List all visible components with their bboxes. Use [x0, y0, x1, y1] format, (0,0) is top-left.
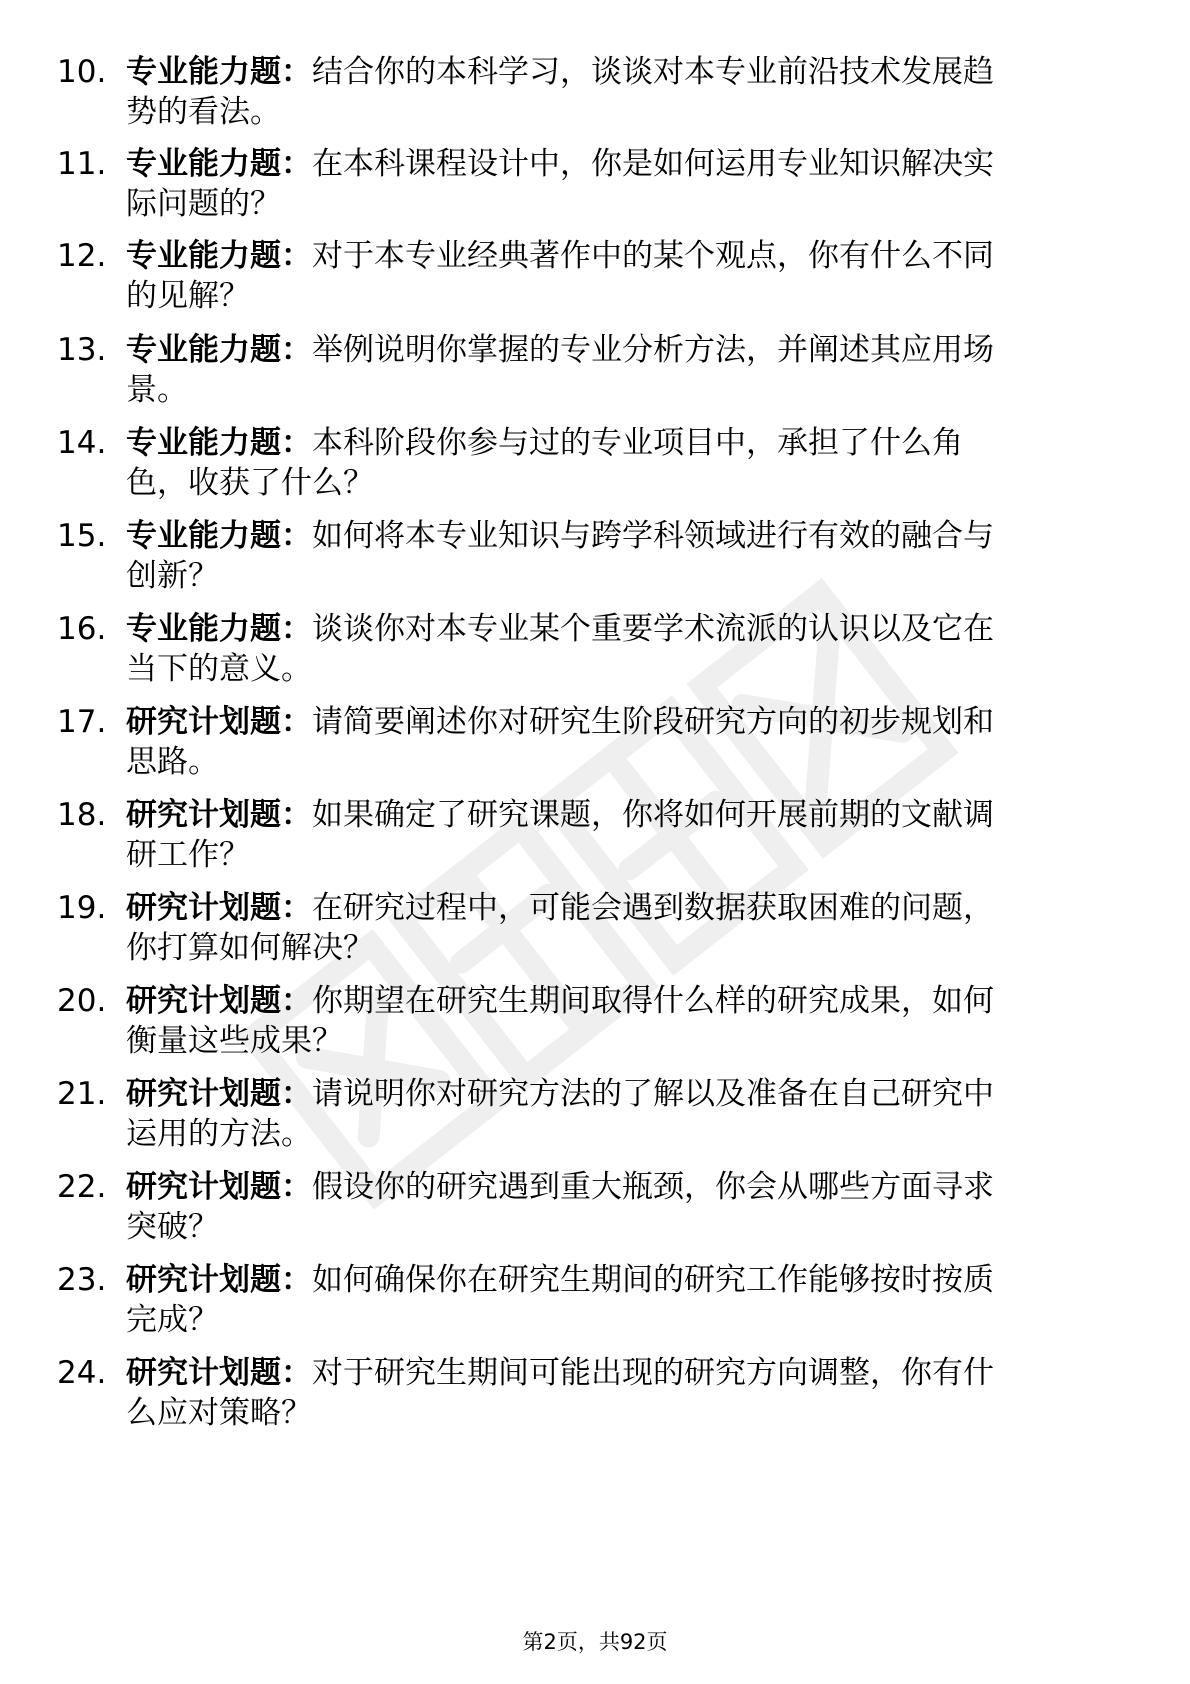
question-number: 16. — [57, 611, 107, 647]
question-category: 研究计划题： — [126, 983, 312, 1019]
question-number: 22. — [57, 1169, 107, 1205]
question-line-2: 景。 — [126, 372, 188, 408]
question-line-1: 如何将本专业知识与跨学科领域进行有效的融合与 — [312, 518, 994, 554]
question-item — [0, 1353, 1190, 1443]
question-item — [0, 795, 1190, 885]
question-line-2: 色，收获了什么？ — [126, 465, 374, 501]
question-line-2: 么应对策略？ — [126, 1395, 312, 1431]
question-number: 13. — [57, 332, 107, 368]
question-item — [0, 330, 1190, 420]
question-number: 20. — [57, 983, 107, 1019]
question-category: 研究计划题： — [126, 1355, 312, 1391]
question-line-1: 如何确保你在研究生期间的研究工作能够按时按质 — [312, 1262, 994, 1298]
question-category: 专业能力题： — [126, 54, 312, 90]
question-line-2: 衡量这些成果？ — [126, 1023, 343, 1059]
question-line-2: 际问题的？ — [126, 186, 281, 222]
question-line-1: 谈谈你对本专业某个重要学术流派的认识以及它在 — [312, 611, 994, 647]
question-item — [0, 236, 1190, 326]
question-item — [0, 1167, 1190, 1257]
question-category: 研究计划题： — [126, 797, 312, 833]
question-category: 专业能力题： — [126, 425, 312, 461]
question-text — [126, 236, 1116, 316]
question-text — [126, 1167, 1116, 1247]
question-line-1: 请简要阐述你对研究生阶段研究方向的初步规划和 — [312, 704, 994, 740]
question-item — [0, 144, 1190, 234]
question-item — [0, 981, 1190, 1071]
question-text — [126, 423, 1116, 503]
question-category: 专业能力题： — [126, 518, 312, 554]
question-text — [126, 795, 1116, 875]
question-number: 15. — [57, 518, 107, 554]
question-line-1: 结合你的本科学习，谈谈对本专业前沿技术发展趋 — [312, 54, 994, 90]
question-line-2: 运用的方法。 — [126, 1116, 312, 1152]
question-number: 18. — [57, 797, 107, 833]
question-item — [0, 1074, 1190, 1164]
question-line-2: 思路。 — [126, 744, 219, 780]
question-text — [126, 1260, 1116, 1340]
question-number: 11. — [57, 146, 107, 182]
question-number: 21. — [57, 1076, 107, 1112]
question-category: 研究计划题： — [126, 1169, 312, 1205]
question-line-1: 在本科课程设计中，你是如何运用专业知识解决实 — [312, 146, 994, 182]
question-category: 专业能力题： — [126, 332, 312, 368]
question-category: 专业能力题： — [126, 146, 312, 182]
question-text — [126, 516, 1116, 596]
question-line-1: 请说明你对研究方法的了解以及准备在自己研究中 — [312, 1076, 994, 1112]
question-number: 14. — [57, 425, 107, 461]
question-line-2: 当下的意义。 — [126, 651, 312, 687]
question-text — [126, 888, 1116, 968]
question-number: 19. — [57, 890, 107, 926]
question-line-2: 研工作？ — [126, 837, 250, 873]
question-line-2: 的见解？ — [126, 278, 250, 314]
question-line-1: 对于研究生期间可能出现的研究方向调整，你有什 — [312, 1355, 994, 1391]
question-line-1: 你期望在研究生期间取得什么样的研究成果，如何 — [312, 983, 994, 1019]
question-number: 17. — [57, 704, 107, 740]
question-item — [0, 1260, 1190, 1350]
question-category: 专业能力题： — [126, 611, 312, 647]
question-number: 12. — [57, 238, 107, 274]
question-line-1: 在研究过程中，可能会遇到数据获取困难的问题， — [312, 890, 994, 926]
question-text — [126, 981, 1116, 1061]
question-line-2: 创新？ — [126, 558, 219, 594]
question-text — [126, 1353, 1116, 1433]
question-item — [0, 609, 1190, 699]
question-category: 研究计划题： — [126, 1076, 312, 1112]
page-footer: 第2页，共92页 — [522, 1630, 668, 1654]
question-item — [0, 516, 1190, 606]
question-line-1: 假设你的研究遇到重大瓶颈，你会从哪些方面寻求 — [312, 1169, 994, 1205]
question-category: 专业能力题： — [126, 238, 312, 274]
question-line-1: 本科阶段你参与过的专业项目中，承担了什么角 — [312, 425, 963, 461]
question-number: 23. — [57, 1262, 107, 1298]
question-category: 研究计划题： — [126, 1262, 312, 1298]
question-item — [0, 888, 1190, 978]
question-item — [0, 423, 1190, 513]
question-text — [126, 52, 1116, 132]
question-line-2: 你打算如何解决？ — [126, 930, 374, 966]
question-text — [126, 330, 1116, 410]
question-number: 10. — [57, 54, 107, 90]
question-category: 研究计划题： — [126, 704, 312, 740]
question-item — [0, 52, 1190, 142]
question-line-1: 如果确定了研究课题，你将如何开展前期的文献调 — [312, 797, 994, 833]
question-line-1: 举例说明你掌握的专业分析方法，并阐述其应用场 — [312, 332, 994, 368]
question-line-1: 对于本专业经典著作中的某个观点，你有什么不同 — [312, 238, 994, 274]
question-text — [126, 1074, 1116, 1154]
question-line-2: 完成？ — [126, 1302, 219, 1338]
question-line-2: 势的看法。 — [126, 94, 281, 130]
question-category: 研究计划题： — [126, 890, 312, 926]
question-text — [126, 144, 1116, 224]
question-item — [0, 702, 1190, 792]
question-number: 24. — [57, 1355, 107, 1391]
question-line-2: 突破？ — [126, 1209, 219, 1245]
question-text — [126, 609, 1116, 689]
question-text — [126, 702, 1116, 782]
